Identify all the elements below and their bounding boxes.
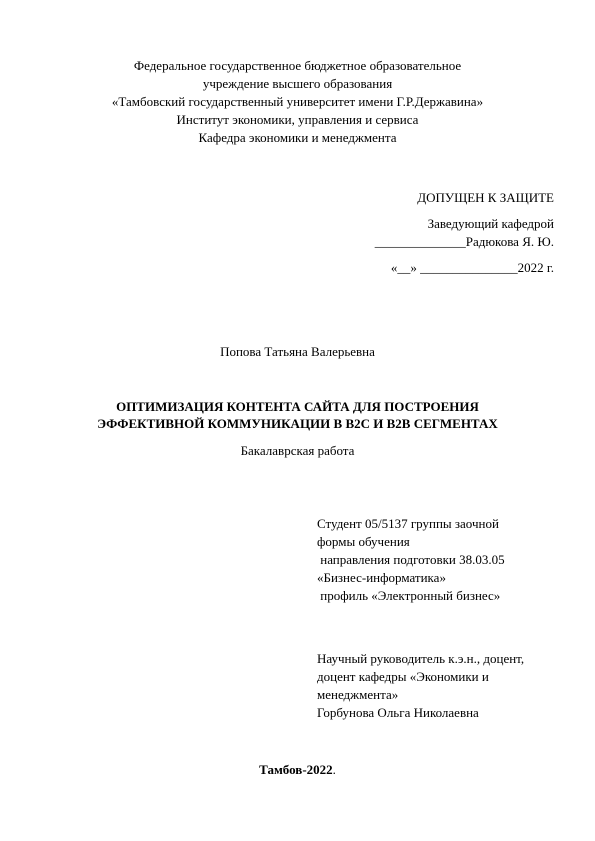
header-line-university: «Тамбовский государственный университет имени Г.Р.Державина»	[111, 94, 484, 109]
supervisor-line-3: менеджмента»	[317, 687, 399, 702]
student-info-line-5: профиль «Электронный бизнес»	[317, 588, 501, 603]
approval-block	[294, 189, 554, 277]
thesis-title	[0, 398, 595, 432]
approval-signature-line: ______________Радюкова Я. Ю.	[374, 234, 554, 249]
student-name: Попова Татьяна Валерьевна	[220, 344, 375, 359]
header-line-department: Кафедра экономики и менеджмента	[198, 130, 397, 145]
approval-role: Заведующий кафедрой	[427, 216, 554, 231]
footer-city-year-text: Тамбов-2022	[259, 762, 333, 777]
footer-city-year	[0, 761, 595, 779]
supervisor-block	[317, 650, 557, 722]
work-type: Бакалаврская работа	[240, 443, 355, 458]
thesis-title-line-2: ЭФФЕКТИВНОЙ КОММУНИКАЦИИ В B2C И B2B СЕГМЕНТАХ	[97, 416, 498, 431]
supervisor-line-4: Горбунова Ольга Николаевна	[317, 705, 479, 720]
approval-title: ДОПУЩЕН К ЗАЩИТЕ	[417, 190, 554, 205]
approval-date-line: «__» _______________2022 г.	[390, 260, 554, 275]
header-line-education-level: учреждение высшего образования	[202, 76, 393, 91]
student-info-line-2: формы обучения	[317, 534, 410, 549]
footer-period: .	[332, 762, 336, 777]
institution-header	[0, 57, 595, 147]
supervisor-line-2: доцент кафедры «Экономики и	[317, 669, 489, 684]
thesis-title-line-1: ОПТИМИЗАЦИЯ КОНТЕНТА САЙТА ДЛЯ ПОСТРОЕНИЯ	[116, 399, 479, 414]
supervisor-line-1: Научный руководитель к.э.н., доцент,	[317, 651, 525, 666]
student-info-line-1: Студент 05/5137 группы заочной	[317, 516, 499, 531]
student-info-line-4: «Бизнес-информатика»	[317, 570, 446, 585]
student-info-line-3: направления подготовки 38.03.05	[317, 552, 505, 567]
header-line-institute: Институт экономики, управления и сервиса	[176, 112, 419, 127]
student-info-block	[317, 515, 557, 605]
header-line-ministry: Федеральное государственное бюджетное образовательное	[133, 58, 462, 73]
